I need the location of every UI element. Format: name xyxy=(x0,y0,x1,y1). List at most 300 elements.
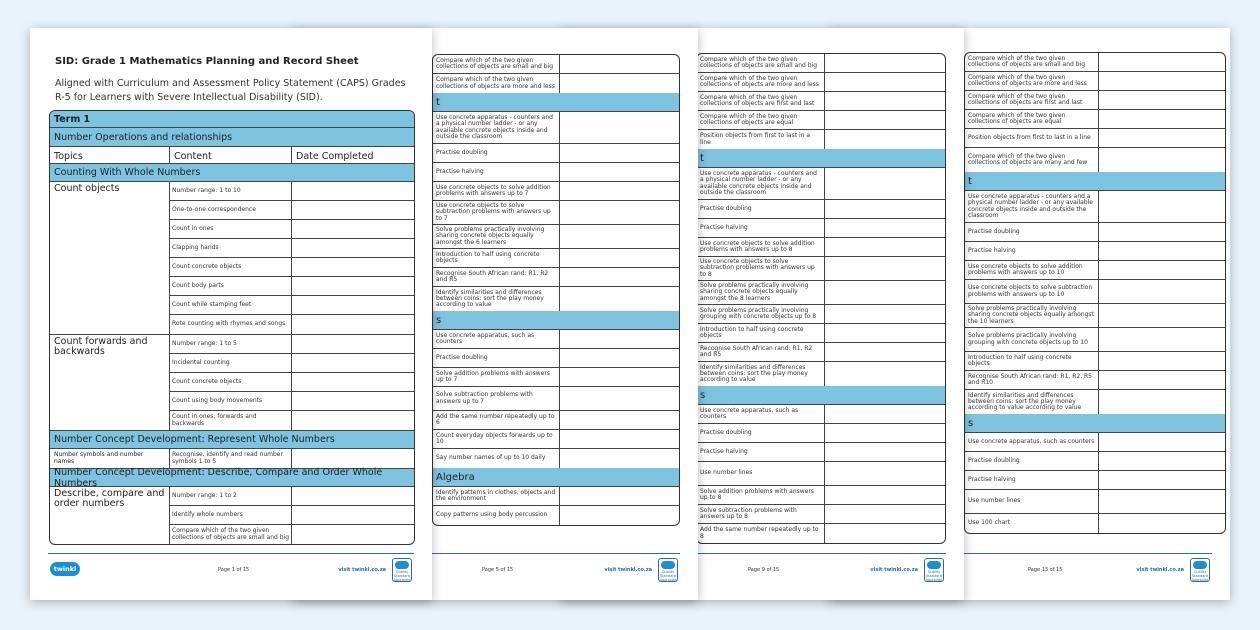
table-row xyxy=(433,368,679,387)
table-row xyxy=(965,110,1225,129)
quality-badge: Quality Standard Approved xyxy=(1190,558,1210,582)
record-table xyxy=(964,52,1226,534)
content-row xyxy=(170,373,414,392)
table-row xyxy=(433,163,679,182)
visit-link[interactable]: visit twinkl.co.za xyxy=(604,567,652,573)
table-row xyxy=(965,433,1225,452)
date-cell[interactable] xyxy=(560,287,680,311)
date-cell[interactable] xyxy=(292,258,414,276)
content-cell: Use concrete apparatus - counters and a physical number ladder - or any available concrete objects inside and outside the classroom xyxy=(697,168,825,199)
topic-group xyxy=(50,335,414,431)
table-row xyxy=(697,219,945,238)
section-heading: Number Operations and relationships xyxy=(50,128,414,147)
table-row xyxy=(697,281,945,305)
date-cell[interactable] xyxy=(1099,110,1226,128)
section-heading: t xyxy=(965,172,1225,191)
date-cell[interactable] xyxy=(560,201,680,224)
date-cell[interactable] xyxy=(292,182,414,200)
content-cell: Solve addition problems with answers up to 8 xyxy=(697,486,825,504)
table-row xyxy=(433,144,679,163)
twinkl-logo: twinkl xyxy=(50,562,80,576)
content-cell: Say number names of up to 10 daily xyxy=(433,449,560,468)
content-cell: Compare which of the two given collections of objects are first and last xyxy=(697,92,825,110)
content-cell: Practise doubling xyxy=(965,223,1099,241)
content-cell: Use number lines xyxy=(965,490,1099,513)
content-cell: Count concrete objects xyxy=(170,373,292,391)
date-cell[interactable] xyxy=(825,111,946,129)
content-row xyxy=(170,315,414,334)
content-cell: Number range: 1 to 5 xyxy=(170,335,292,353)
section-heading: s xyxy=(965,414,1225,433)
table-row xyxy=(697,362,945,386)
table-row xyxy=(433,268,679,287)
content-row xyxy=(170,239,414,258)
term-heading: Term 1 xyxy=(50,111,414,128)
content-cell: Recognise South African rand: R1, R2, R5 and R10 xyxy=(965,371,1099,389)
content-cell: Count body parts xyxy=(170,277,292,295)
date-cell[interactable] xyxy=(825,257,946,280)
date-cell[interactable] xyxy=(825,168,946,199)
content-cell: Use concrete objects to solve subtraction problems with answers up to 10 xyxy=(965,280,1099,303)
date-cell[interactable] xyxy=(292,296,414,314)
date-cell[interactable] xyxy=(825,281,946,304)
date-cell[interactable] xyxy=(292,487,414,505)
rows-b xyxy=(697,168,945,386)
rows-c xyxy=(965,433,1225,533)
table-row xyxy=(965,452,1225,471)
content-cell: Solve problems practically involving sharing concrete objects equally amongst the 8 learners xyxy=(697,281,825,304)
page-number: Page 9 of 15 xyxy=(748,567,780,573)
content-cell: Recognise, identify and read number symbols 1 to 5 xyxy=(170,449,292,468)
table-row xyxy=(697,200,945,219)
date-cell[interactable] xyxy=(825,443,946,461)
rows-b xyxy=(965,191,1225,414)
table-row xyxy=(697,111,945,130)
date-cell[interactable] xyxy=(560,506,680,525)
content-cell: Practise halving xyxy=(433,163,560,181)
quality-badge: Quality Standard Approved xyxy=(924,558,944,582)
date-cell[interactable] xyxy=(292,315,414,334)
date-cell[interactable] xyxy=(825,219,946,237)
date-cell[interactable] xyxy=(292,354,414,372)
table-row xyxy=(697,324,945,343)
visit-link[interactable]: visit twinkl.co.za xyxy=(870,567,918,573)
badge-icon xyxy=(927,561,941,569)
content-cell: Solve problems practically involving grouping with concrete objects up to 8 xyxy=(697,305,825,323)
document-title: SID: Grade 1 Mathematics Planning and Record Sheet xyxy=(55,56,359,67)
content-cell: Recognise South African rand: R1, R2 and R5 xyxy=(697,343,825,361)
content-cell: Practise halving xyxy=(697,219,825,237)
table-row xyxy=(965,242,1225,261)
content-row xyxy=(170,258,414,277)
content-rows xyxy=(170,487,414,544)
date-cell[interactable] xyxy=(560,249,680,267)
table-row xyxy=(965,72,1225,91)
content-cell: Practise halving xyxy=(965,242,1099,260)
table-row xyxy=(965,53,1225,72)
page-number: Page 13 of 15 xyxy=(1028,567,1063,573)
table-row xyxy=(433,506,679,525)
content-row xyxy=(170,277,414,296)
content-cell: Rote counting with rhymes and songs xyxy=(170,315,292,334)
content-cell: Clapping hands xyxy=(170,239,292,257)
date-cell[interactable] xyxy=(292,335,414,353)
content-row xyxy=(170,411,414,430)
content-row xyxy=(170,201,414,220)
table-row xyxy=(433,449,679,468)
table-row xyxy=(697,305,945,324)
date-cell[interactable] xyxy=(825,424,946,442)
table-row xyxy=(433,249,679,268)
date-cell[interactable] xyxy=(560,430,680,448)
content-cell: Use concrete apparatus, such as counters xyxy=(965,433,1099,451)
section-heading: t xyxy=(433,93,679,112)
content-cell: Use 100 chart xyxy=(965,514,1099,533)
date-cell[interactable] xyxy=(292,201,414,219)
table-row xyxy=(697,238,945,257)
date-cell[interactable] xyxy=(1099,371,1226,389)
table-row xyxy=(965,304,1225,328)
date-cell[interactable] xyxy=(560,55,680,73)
date-cell[interactable] xyxy=(560,74,680,93)
date-cell[interactable] xyxy=(560,112,680,143)
content-cell: Compare which of the two given collections of objects are first and last xyxy=(965,91,1099,109)
table-row xyxy=(433,112,679,144)
rows-a xyxy=(965,53,1225,172)
content-cell: Use concrete objects to solve addition problems with answers up to 8 xyxy=(697,238,825,256)
table-row xyxy=(965,148,1225,172)
table-row xyxy=(965,352,1225,371)
date-cell[interactable] xyxy=(825,343,946,361)
date-cell[interactable] xyxy=(825,200,946,218)
page-number: Page 1 of 15 xyxy=(218,567,250,573)
content-cell: Introduction to half using concrete objects xyxy=(433,249,560,267)
date-cell[interactable] xyxy=(1099,261,1226,279)
date-cell[interactable] xyxy=(825,524,946,543)
table-row xyxy=(965,280,1225,304)
record-table xyxy=(696,53,946,544)
table-row xyxy=(697,443,945,462)
date-cell[interactable] xyxy=(825,362,946,386)
content-cell: Practise halving xyxy=(697,443,825,461)
date-cell[interactable] xyxy=(560,330,680,348)
rows-d xyxy=(433,487,679,525)
content-cell: Identify similarities and differences between coins: sort the play money according to value xyxy=(697,362,825,386)
content-cell: Use concrete objects to solve subtraction problems with answers up to 7 xyxy=(433,201,560,224)
table-row xyxy=(433,182,679,201)
date-cell[interactable] xyxy=(560,411,680,429)
date-cell[interactable] xyxy=(560,163,680,181)
content-cell: Identify patterns in clothes, objects and the environment xyxy=(433,487,560,505)
section-heading: s xyxy=(433,311,679,330)
table-row xyxy=(965,129,1225,148)
content-row xyxy=(170,506,414,525)
section-heading: Number Concept Development: Describe, Compare and Order Whole Numbers xyxy=(50,469,414,487)
table-row xyxy=(697,405,945,424)
topic-cell: Number symbols and number names xyxy=(50,449,170,468)
table-row xyxy=(965,328,1225,352)
date-cell[interactable] xyxy=(292,239,414,257)
table-row xyxy=(433,201,679,225)
table-row xyxy=(697,343,945,362)
content-cell: Compare which of the two given collections of objects are more and less xyxy=(697,73,825,91)
content-row xyxy=(170,449,414,468)
date-cell[interactable] xyxy=(1099,490,1226,513)
table-row xyxy=(433,55,679,74)
table-row xyxy=(433,487,679,506)
date-cell[interactable] xyxy=(292,506,414,524)
content-cell: Introduction to half using concrete objects xyxy=(965,352,1099,370)
badge-icon xyxy=(1193,561,1207,569)
content-cell: Compare which of the two given collections of objects are small and big xyxy=(697,54,825,72)
content-cell: Compare which of the two given collections of objects are small and big xyxy=(433,55,560,73)
content-cell: Use concrete objects to solve subtraction problems with answers up to 8 xyxy=(697,257,825,280)
date-cell[interactable] xyxy=(292,525,414,544)
date-cell[interactable] xyxy=(560,182,680,200)
table-row xyxy=(965,223,1225,242)
table-row xyxy=(697,462,945,486)
date-cell[interactable] xyxy=(560,387,680,410)
date-cell[interactable] xyxy=(292,392,414,410)
date-cell[interactable] xyxy=(1099,91,1226,109)
date-cell[interactable] xyxy=(1099,514,1226,533)
table-row xyxy=(965,390,1225,414)
date-cell[interactable] xyxy=(560,268,680,286)
content-cell: Compare which of the two given collections of objects are many and few xyxy=(965,148,1099,172)
date-cell[interactable] xyxy=(1099,129,1226,147)
content-cell: Use concrete apparatus - counters and a physical number ladder - or any available concrete objects inside and outside the classroom xyxy=(965,191,1099,222)
column-headers xyxy=(50,147,414,164)
content-row xyxy=(170,392,414,411)
content-rows xyxy=(170,335,414,430)
table-row xyxy=(965,261,1225,280)
rows-a xyxy=(697,54,945,149)
table-row xyxy=(965,490,1225,514)
table-row xyxy=(697,524,945,543)
content-cell: Count in ones, forwards and backwards xyxy=(170,411,292,430)
date-cell[interactable] xyxy=(1099,304,1226,327)
table-row xyxy=(697,505,945,524)
content-rows xyxy=(170,182,414,334)
content-cell: Solve subtraction problems with answers up to 8 xyxy=(697,505,825,523)
content-row xyxy=(170,220,414,239)
table-row xyxy=(697,424,945,443)
rows-c xyxy=(433,330,679,468)
document-subtitle: Aligned with Curriculum and Assessment Policy Statement (CAPS) Grades R-5 for Learners with Severe Intellectual Disability (SID). xyxy=(55,78,406,103)
content-rows xyxy=(170,449,414,468)
content-cell: Use concrete objects to solve addition problems with answers up to 10 xyxy=(965,261,1099,279)
content-cell: Identify similarities and differences between coins: sort the play money according to value xyxy=(433,287,560,311)
date-cell[interactable] xyxy=(292,411,414,430)
topic-group xyxy=(50,487,414,544)
badge-icon xyxy=(395,561,409,569)
section-heading: Algebra xyxy=(433,468,679,487)
table-row xyxy=(433,411,679,430)
col-date-completed: Date Completed xyxy=(296,151,374,162)
quality-badge: Quality Standard Approved xyxy=(392,558,412,582)
content-cell: Practise doubling xyxy=(965,452,1099,470)
content-cell: Introduction to half using concrete objects xyxy=(697,324,825,342)
content-cell: Use concrete apparatus - counters and a physical number ladder - or any available concrete objects inside and outside the classroom xyxy=(433,112,560,143)
topic-cell: Describe, compare and order numbers xyxy=(50,487,170,544)
content-cell: Count in ones xyxy=(170,220,292,238)
date-cell[interactable] xyxy=(1099,53,1226,71)
date-cell[interactable] xyxy=(1099,352,1226,370)
table-row xyxy=(697,257,945,281)
table-row xyxy=(965,471,1225,490)
table-row xyxy=(697,54,945,73)
table-row xyxy=(965,91,1225,110)
content-cell: Count while stamping feet xyxy=(170,296,292,314)
date-cell[interactable] xyxy=(1099,223,1226,241)
content-cell: Add the same number repeatedly up to 6 xyxy=(433,411,560,429)
content-cell: Count using body movements xyxy=(170,392,292,410)
section-heading: Counting With Whole Numbers xyxy=(50,164,414,182)
date-cell[interactable] xyxy=(825,405,946,423)
table-row xyxy=(433,387,679,411)
table-row xyxy=(965,514,1225,533)
content-row xyxy=(170,296,414,315)
table-row xyxy=(697,73,945,92)
visit-link[interactable]: visit twinkl.co.za xyxy=(338,567,386,573)
table-row xyxy=(697,168,945,200)
content-row xyxy=(170,354,414,373)
content-cell: Count everyday objects forwards up to 10 xyxy=(433,430,560,448)
content-cell: Practise doubling xyxy=(697,200,825,218)
badge-icon xyxy=(661,561,675,569)
page-footer xyxy=(48,553,414,583)
content-cell: Solve problems practically involving sharing concrete objects equally amongst the 6 learners xyxy=(433,225,560,248)
rows-b xyxy=(433,112,679,311)
rows-a xyxy=(433,55,679,93)
content-cell: Practise doubling xyxy=(433,349,560,367)
content-cell: Compare which of the two given collections of objects are equal xyxy=(965,110,1099,128)
content-cell: One-to-one correspondence xyxy=(170,201,292,219)
content-row xyxy=(170,487,414,506)
date-cell[interactable] xyxy=(825,505,946,523)
content-cell: Use concrete objects to solve addition problems with answers up to 7 xyxy=(433,182,560,200)
content-cell: Compare which of the two given collections of objects are more and less xyxy=(965,72,1099,90)
date-cell[interactable] xyxy=(292,449,414,468)
content-cell: Compare which of the two given collections of objects are small and big xyxy=(170,525,292,544)
date-cell[interactable] xyxy=(1099,471,1226,489)
content-cell: Solve subtraction problems with answers up to 7 xyxy=(433,387,560,410)
record-table xyxy=(432,54,680,526)
date-cell[interactable] xyxy=(560,449,680,468)
table-row xyxy=(965,191,1225,223)
date-cell[interactable] xyxy=(825,238,946,256)
date-cell[interactable] xyxy=(1099,191,1226,222)
content-cell: Incidental counting xyxy=(170,354,292,372)
date-cell[interactable] xyxy=(560,349,680,367)
content-cell: Copy patterns using body percussion xyxy=(433,506,560,525)
col-topics: Topics xyxy=(50,147,170,163)
date-cell[interactable] xyxy=(292,373,414,391)
date-cell[interactable] xyxy=(825,92,946,110)
content-cell: Use number lines xyxy=(697,462,825,485)
content-row xyxy=(170,335,414,354)
page-number: Page 5 of 15 xyxy=(482,567,514,573)
table-row xyxy=(697,92,945,111)
date-cell[interactable] xyxy=(825,54,946,72)
date-cell[interactable] xyxy=(1099,390,1226,414)
table-row xyxy=(433,74,679,93)
content-cell: Position objects from first to last in a line xyxy=(697,130,825,149)
content-row xyxy=(170,525,414,544)
date-cell[interactable] xyxy=(825,73,946,91)
topic-cell: Count objects xyxy=(50,182,170,334)
date-cell[interactable] xyxy=(560,144,680,162)
table-row xyxy=(433,225,679,249)
date-cell[interactable] xyxy=(1099,242,1226,260)
date-cell[interactable] xyxy=(1099,280,1226,303)
topic-group xyxy=(50,182,414,335)
content-cell: Recognise South African rand: R1, R2 and R5 xyxy=(433,268,560,286)
date-cell[interactable] xyxy=(825,324,946,342)
visit-link[interactable]: visit twinkl.co.za xyxy=(1136,567,1184,573)
date-cell[interactable] xyxy=(825,130,946,149)
topic-cell: Count forwards and backwards xyxy=(50,335,170,430)
content-cell: Compare which of the two given collections of objects are small and big xyxy=(965,53,1099,71)
planning-table xyxy=(49,110,415,545)
section-heading: s xyxy=(697,386,945,405)
table-row xyxy=(433,330,679,349)
content-cell: Use concrete apparatus, such as counters xyxy=(697,405,825,423)
date-cell[interactable] xyxy=(560,225,680,248)
date-cell[interactable] xyxy=(1099,148,1226,172)
content-cell: Compare which of the two given collections of objects are more and less xyxy=(433,74,560,93)
date-cell[interactable] xyxy=(1099,452,1226,470)
rows-c xyxy=(697,405,945,543)
section-heading: t xyxy=(697,149,945,168)
date-cell[interactable] xyxy=(1099,433,1226,451)
content-cell: Number range: 1 to 10 xyxy=(170,182,292,200)
table-row xyxy=(697,130,945,149)
date-cell[interactable] xyxy=(292,277,414,295)
content-cell: Compare which of the two given collections of objects are equal xyxy=(697,111,825,129)
content-cell: Identify similarities and differences between coins: sort the play money according to value according to value xyxy=(965,390,1099,414)
content-cell: Practise doubling xyxy=(697,424,825,442)
content-cell: Solve addition problems with answers up to 7 xyxy=(433,368,560,386)
col-content: Content xyxy=(170,147,292,163)
content-cell: Count concrete objects xyxy=(170,258,292,276)
content-cell: Solve problems practically involving grouping with concrete objects up to 10 xyxy=(965,328,1099,351)
table-row xyxy=(965,371,1225,390)
date-cell[interactable] xyxy=(825,462,946,485)
date-cell[interactable] xyxy=(825,486,946,504)
content-cell: Number range: 1 to 2 xyxy=(170,487,292,505)
content-cell: Practise doubling xyxy=(433,144,560,162)
date-cell[interactable] xyxy=(560,368,680,386)
page-1 xyxy=(30,28,432,600)
content-cell: Position objects from first to last in a line xyxy=(965,129,1099,147)
content-row xyxy=(170,182,414,201)
date-cell[interactable] xyxy=(825,305,946,323)
content-cell: Identify whole numbers xyxy=(170,506,292,524)
date-cell[interactable] xyxy=(560,487,680,505)
content-cell: Use concrete apparatus, such as counters xyxy=(433,330,560,348)
date-cell[interactable] xyxy=(1099,328,1226,351)
section-heading: Number Concept Development: Represent Whole Numbers xyxy=(50,431,414,449)
date-cell[interactable] xyxy=(292,220,414,238)
content-cell: Add the same number repeatedly up to 8 xyxy=(697,524,825,543)
content-cell: Solve problems practically involving sharing concrete objects equally amongst the 10 learners xyxy=(965,304,1099,327)
table-row xyxy=(433,287,679,311)
table-row xyxy=(433,430,679,449)
content-cell: Practise halving xyxy=(965,471,1099,489)
table-row xyxy=(433,349,679,368)
date-cell[interactable] xyxy=(1099,72,1226,90)
